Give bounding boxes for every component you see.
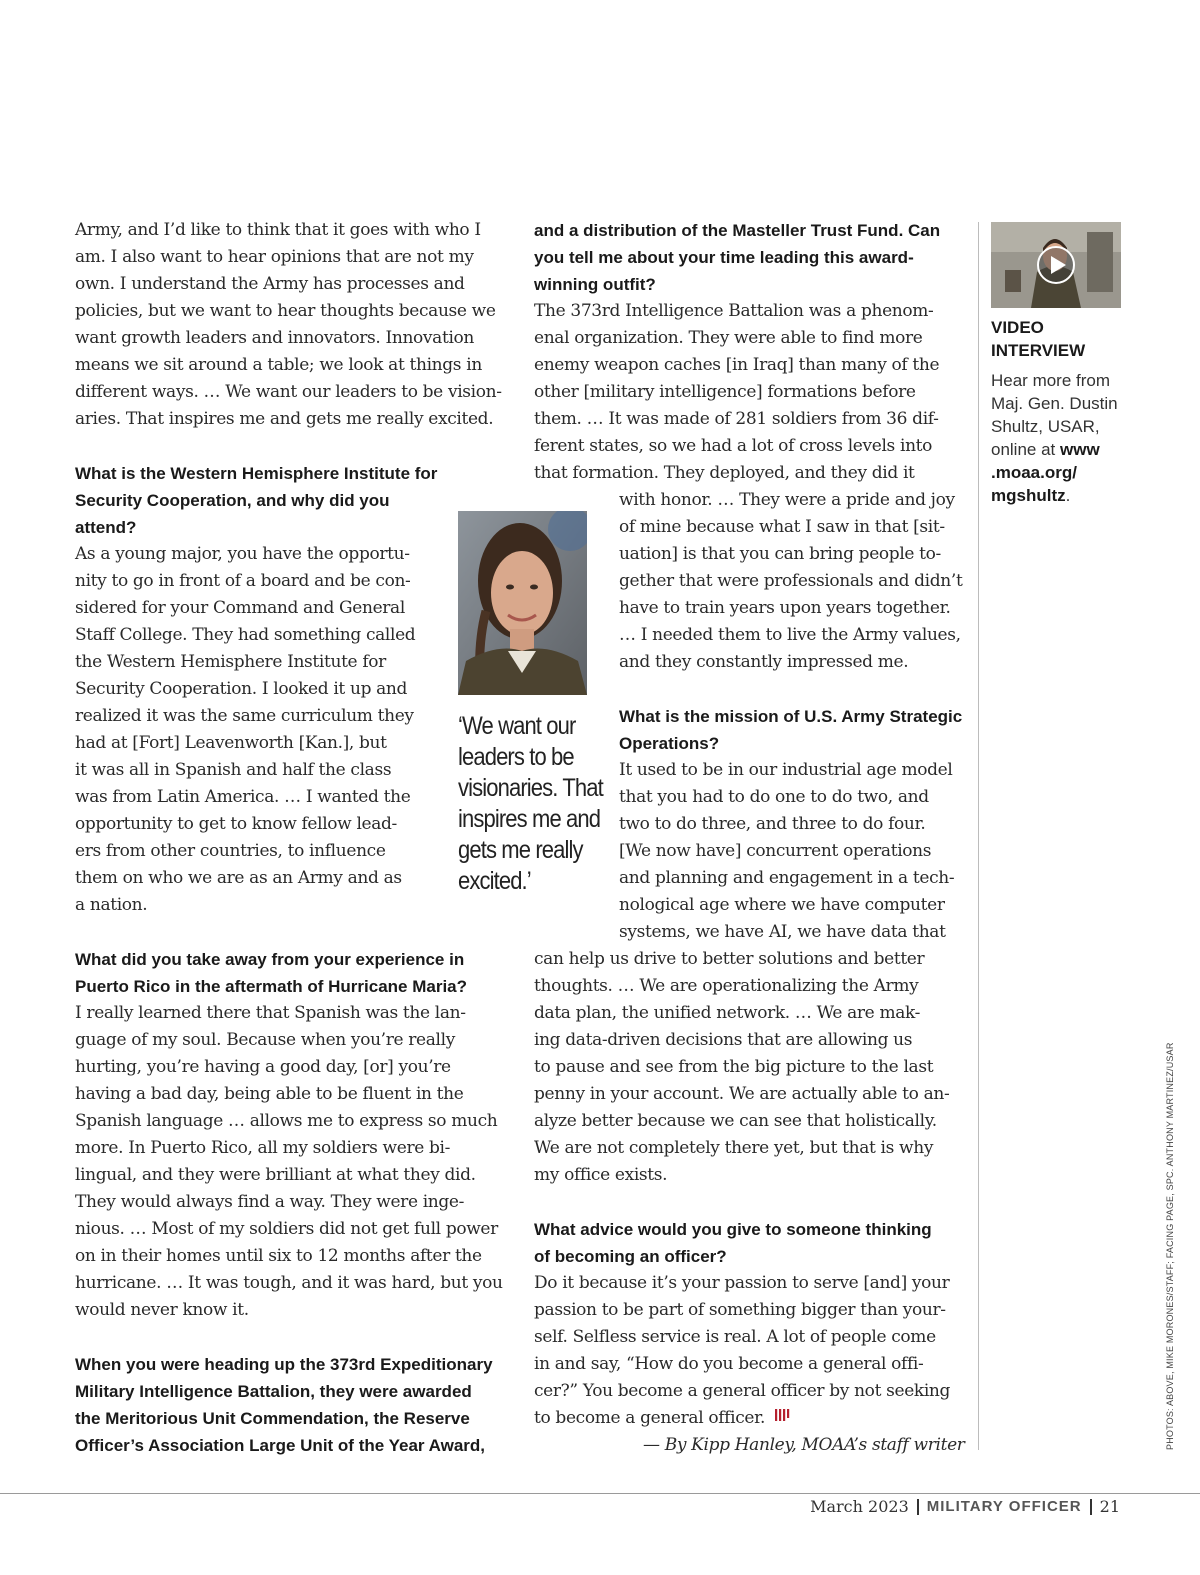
body-line: Staff College. They had something called [75,625,416,645]
question-heading: Operations? [619,734,720,753]
soldier-portrait [458,511,587,695]
body-line: passion to be part of something bigger than your- [534,1300,946,1320]
body-line: means we sit around a table; we look at things in [75,355,482,375]
body-line: that you had to do one to do two, and [619,787,929,807]
body-line: Security Cooperation. I looked it up and [75,679,408,699]
question-heading: What is the Western Hemisphere Institute for [75,464,438,483]
video-link[interactable]: .moaa.org/ [991,463,1077,482]
body-line: sidered for your Command and General [75,598,405,618]
body-line: would never know it. [75,1300,249,1320]
sidebar-text-line: Maj. Gen. Dustin [991,394,1118,413]
photo-credit: PHOTOS: ABOVE, MIKE MORONES/STAFF; FACING PAGE, SPC. ANTHONY MARTINEZ/USAR [1165,1042,1175,1450]
video-title-line: VIDEO [991,318,1044,337]
body-line: enemy weapon caches [in Iraq] than many of the [534,355,940,375]
question-heading: you tell me about your time leading this award- [534,248,914,267]
pull-quote-line: inspires me and [458,805,601,833]
body-line: two to do three, and three to do four. [619,814,926,834]
play-icon[interactable] [1036,245,1076,285]
video-thumbnail[interactable] [991,222,1121,308]
body-line: more. In Puerto Rico, all my soldiers were bi- [75,1138,451,1158]
question-heading: winning outfit? [534,275,656,294]
body-line: opportunity to get to know fellow lead- [75,814,397,834]
pull-quote-line: visionaries. That [458,774,603,802]
body-line: am. I also want to hear opinions that are not my [75,247,474,267]
body-line: ferent states, so we had a lot of cross levels into [534,436,933,456]
sidebar-link-line [991,484,1070,507]
link-period: . [1065,486,1071,505]
video-link[interactable]: www [1060,440,1100,459]
pull-quote-line: ‘We want our [458,712,576,740]
body-line: was from Latin America. … I wanted the [75,787,411,807]
question-heading: What did you take away from your experience in [75,950,465,969]
body-line: realized it was the same curriculum they [75,706,414,726]
body-line: uation] is that you can bring people to- [619,544,941,564]
sidebar-divider [978,222,979,1450]
body-line: The 373rd Intelligence Battalion was a phenom- [534,301,934,321]
body-line: want growth leaders and innovators. Innovation [75,328,475,348]
body-line: … I needed them to live the Army values, [619,625,961,645]
body-line: that formation. They deployed, and they did it [534,463,915,483]
body-line: They would always find a way. They were inge- [75,1192,465,1212]
body-line: alyze better because we can see that holistically. [534,1111,937,1131]
body-line: ers from other countries, to influence [75,841,386,861]
body-line: I really learned there that Spanish was the lan- [75,1003,466,1023]
sidebar-link-line [991,438,1100,461]
body-line: having a bad day, being able to be fluent in the [75,1084,464,1104]
body-line: hurting, you’re having a good day, [or] you’re [75,1057,451,1077]
body-line: it was all in Spanish and half the class [75,760,392,780]
end-mark-icon [774,1405,790,1432]
sidebar-link-line [991,461,1077,484]
body-line: policies, but we want to hear thoughts because we [75,301,496,321]
page-footer [810,1496,1120,1518]
byline: — By Kipp Hanley, MOAA’s staff writer [643,1435,965,1455]
question-heading: Security Cooperation, and why did you [75,491,390,510]
question-heading: Military Intelligence Battalion, they were awarded [75,1382,472,1401]
body-line: thoughts. … We are operationalizing the Army [534,976,919,996]
sidebar-text-line: Hear more from [991,371,1111,390]
body-line: my office exists. [534,1165,668,1185]
body-line: aries. That inspires me and gets me really excited. [75,409,494,429]
question-heading: Officer’s Association Large Unit of the Year Award, [75,1436,486,1455]
body-line: in and say, “How do you become a general offi- [534,1354,924,1374]
video-interview-title [991,316,1085,362]
question-heading: What is the mission of U.S. Army Strategic [619,707,963,726]
footer-separator [917,1499,919,1515]
question-heading: attend? [75,518,137,537]
issue-date: March 2023 [810,1497,909,1516]
body-line: Army, and I’d like to think that it goes with who I [75,220,481,240]
body-line: on in their homes until six to 12 months after the [75,1246,482,1266]
question-heading: Puerto Rico in the aftermath of Hurricane Maria? [75,977,468,996]
body-line: a nation. [75,895,148,915]
question-heading: and a distribution of the Masteller Trust Fund. Can [534,221,941,240]
video-link[interactable]: mgshultz [991,486,1066,505]
body-line: different ways. … We want our leaders to be vision- [75,382,502,402]
body-line: with honor. … They were a pride and joy [619,490,955,510]
body-line: enal organization. They were able to find more [534,328,923,348]
body-line: can help us drive to better solutions and better [534,949,925,969]
body-line: nity to go in front of a board and be con- [75,571,411,591]
body-line: guage of my soul. Because when you’re really [75,1030,455,1050]
footer-rule [0,1493,1200,1494]
body-line: It used to be in our industrial age model [619,760,953,780]
body-line: and they constantly impressed me. [619,652,909,672]
body-line: systems, we have AI, we have data that [619,922,946,942]
body-line: nological age where we have computer [619,895,945,915]
body-line: As a young major, you have the opportu- [75,544,410,564]
body-line: of mine because what I saw in that [sit- [619,517,945,537]
question-heading: What advice would you give to someone thinking [534,1220,932,1239]
body-line: cer?” You become a general officer by not seeking [534,1381,951,1401]
page-number: 21 [1099,1497,1120,1516]
body-line: Spanish language … allows me to express so much [75,1111,498,1131]
body-line-final-text: to become a general officer. [534,1408,766,1428]
body-line: gether that were professionals and didn’t [619,571,963,591]
body-line: hurricane. … It was tough, and it was hard, but you [75,1273,503,1293]
question-heading: When you were heading up the 373rd Expeditionary [75,1355,493,1374]
body-line: the Western Hemisphere Institute for [75,652,386,672]
body-line: lingual, and they were brilliant at what they did. [75,1165,476,1185]
body-line: them. … It was made of 281 soldiers from 36 dif- [534,409,939,429]
pull-quote-line: gets me really [458,836,583,864]
footer-separator [1090,1499,1092,1515]
body-line: nious. … Most of my soldiers did not get full power [75,1219,498,1239]
body-line: own. I understand the Army has processes and [75,274,465,294]
body-line: Do it because it’s your passion to serve [and] your [534,1273,950,1293]
pull-quote-line: excited.’ [458,867,531,895]
body-line: penny in your account. We are actually able to an- [534,1084,950,1104]
body-line: have to train years upon years together. [619,598,951,618]
question-heading: of becoming an officer? [534,1247,727,1266]
body-line-final [534,1405,790,1432]
body-line: them on who we are as an Army and as [75,868,402,888]
magazine-name: MILITARY OFFICER [926,1498,1082,1515]
pull-quote-line: leaders to be [458,743,574,771]
video-title-line: INTERVIEW [991,341,1086,360]
question-heading: the Meritorious Unit Commendation, the Reserve [75,1409,470,1428]
body-line: to pause and see from the big picture to the last [534,1057,934,1077]
body-line: data plan, the unified network. … We are mak- [534,1003,921,1023]
body-line: and planning and engagement in a tech- [619,868,955,888]
body-line: self. Selfless service is real. A lot of people come [534,1327,936,1347]
body-line: had at [Fort] Leavenworth [Kan.], but [75,733,387,753]
sidebar-text-line: Shultz, USAR, [991,417,1100,436]
body-line: other [military intelligence] formations before [534,382,916,402]
body-line: ing data-driven decisions that are allowing us [534,1030,913,1050]
sidebar-text-line: online at [991,440,1060,459]
body-line: [We now have] concurrent operations [619,841,932,861]
body-line: We are not completely there yet, but that is why [534,1138,934,1158]
